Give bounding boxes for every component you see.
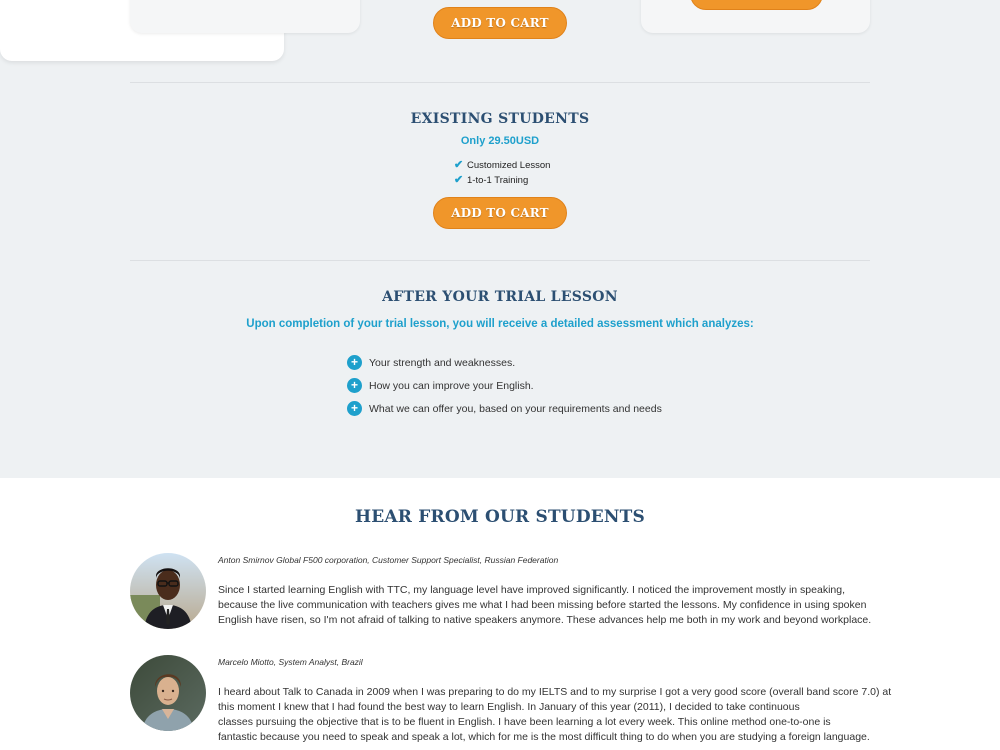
assessment-label: What we can offer you, based on your requirements and needs (369, 402, 662, 415)
section-divider (130, 260, 870, 261)
add-to-cart-button-middle[interactable]: ADD TO CART (433, 7, 567, 39)
testimonial-author: Anton Smirnov Global F500 corporation, Customer Support Specialist, Russian Federation (218, 555, 559, 565)
feature-item (454, 173, 550, 188)
plus-circle-icon: + (347, 401, 362, 416)
testimonial-line: English have risen, so I'm not afraid of talking to native speakers anymore. These advances help me both in my work and beyond workplace. (218, 614, 872, 626)
existing-students-title: EXISTING STUDENTS (410, 111, 590, 127)
check-icon: ✔ (454, 159, 464, 171)
feature-item (454, 158, 550, 173)
assessment-item (347, 397, 662, 420)
existing-features-list (454, 158, 550, 188)
testimonial-line: because the live communication with teachers gives me what I had been missing before started the lessons. My confidence in using spoken (218, 599, 867, 611)
avatar (130, 553, 206, 629)
testimonials-title: HEAR FROM OUR STUDENTS (355, 507, 645, 527)
plus-circle-icon: + (347, 355, 362, 370)
avatar (130, 655, 206, 731)
testimonial-line: I heard about Talk to Canada in 2009 when I was preparing to do my IELTS and to my surprise I got a very good score (overall band score 7.0) at (218, 686, 892, 698)
feature-label: 1-to-1 Training (467, 175, 529, 186)
check-icon: ✔ (454, 174, 464, 186)
pricing-card-left (130, 0, 360, 33)
after-trial-subtitle: Upon completion of your trial lesson, you will receive a detailed assessment which analyzes: (246, 318, 754, 330)
testimonial-text (218, 685, 892, 745)
feature-label: Customized Lesson (467, 160, 551, 171)
testimonial-line: this moment I knew that I had found the best way to learn English. In January of this year (2011), I decided to take continuous (218, 701, 800, 713)
assessment-label: How you can improve your English. (369, 379, 534, 392)
add-to-cart-button-right[interactable] (690, 0, 823, 10)
plus-circle-icon: + (347, 378, 362, 393)
section-divider (130, 82, 870, 83)
assessment-item (347, 374, 662, 397)
after-trial-title: AFTER YOUR TRIAL LESSON (382, 289, 618, 305)
testimonial-line: Since I started learning English with TTC, my language level have improved significantly. I noticed the improvement mostly in speaking, (218, 584, 846, 596)
existing-students-price: Only 29.50USD (460, 135, 540, 147)
testimonial-text (218, 583, 872, 628)
assessment-label: Your strength and weaknesses. (369, 356, 516, 369)
testimonial-line: fantastic because you need to speak and speak a lot, which for me is the most difficult thing to do when you are studying a foreign language. (218, 731, 870, 743)
testimonial-line: classes pursuing the objective that is to be fluent in English. I have been learning a lot every week. This online method one-to-one is (218, 716, 831, 728)
assessment-item (347, 351, 662, 374)
add-to-cart-button-existing[interactable]: ADD TO CART (433, 197, 567, 229)
testimonial-author: Marcelo Miotto, System Analyst, Brazil (218, 657, 363, 667)
assessment-list (347, 351, 662, 420)
testimonials-section (0, 478, 1000, 750)
